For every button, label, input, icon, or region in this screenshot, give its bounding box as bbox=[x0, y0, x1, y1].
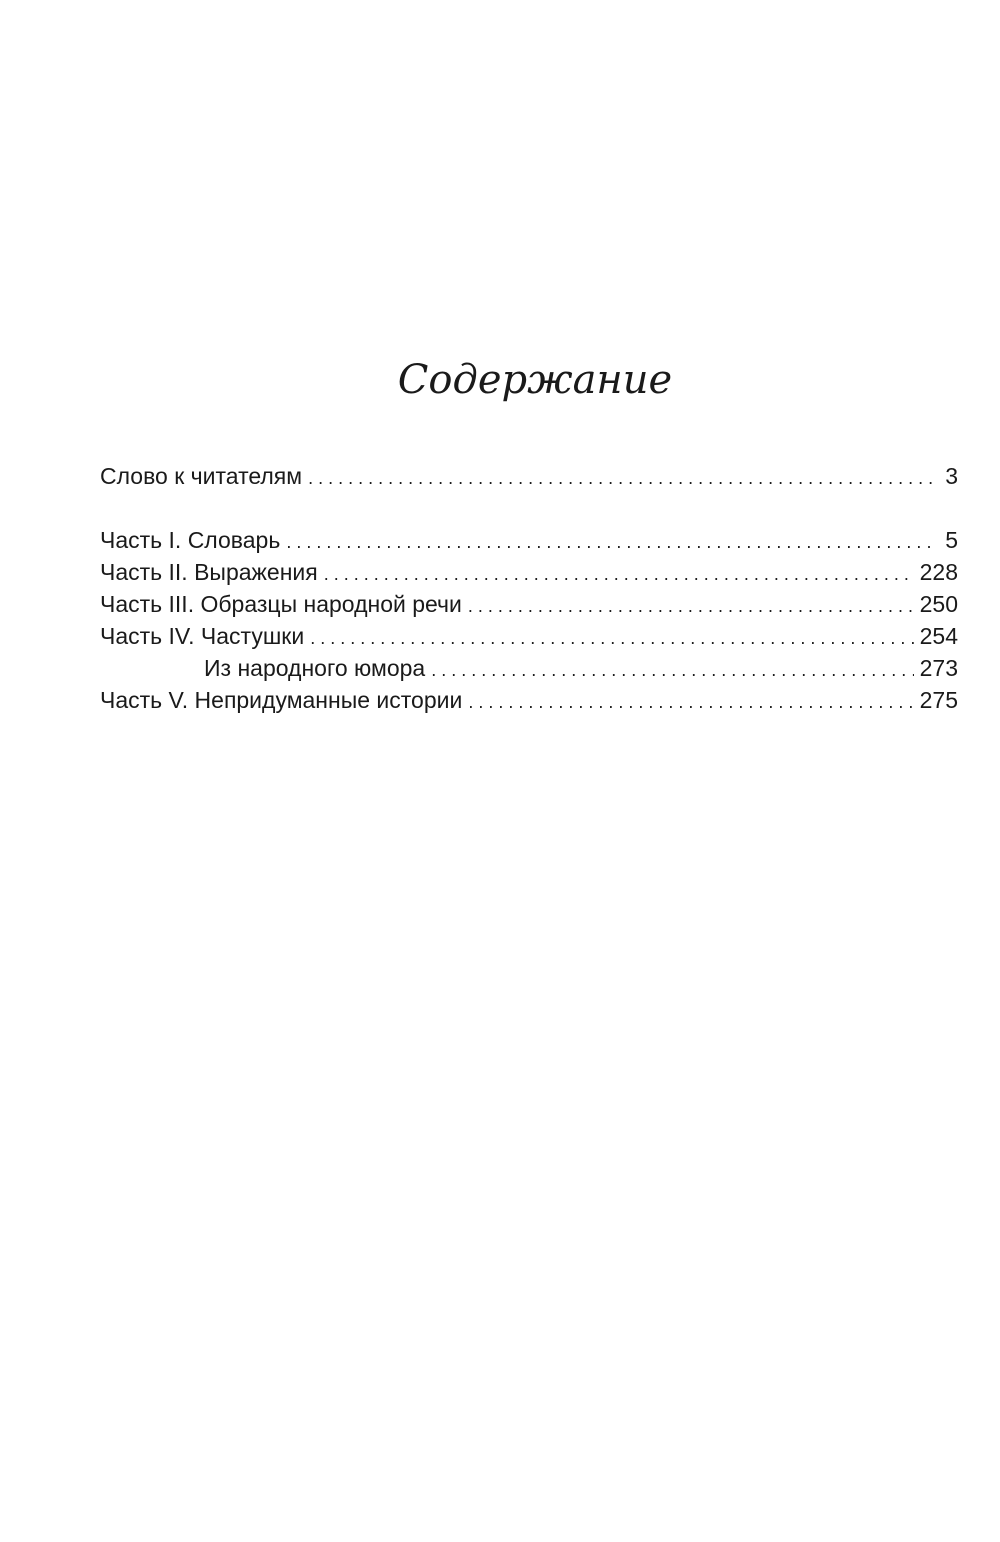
dot-leader bbox=[310, 622, 913, 654]
toc-entry[interactable] bbox=[100, 588, 958, 620]
toc-entry-page: 275 bbox=[919, 687, 958, 713]
dot-leader bbox=[308, 462, 938, 494]
toc-entry-page: 273 bbox=[919, 655, 958, 681]
toc-entry-page: 5 bbox=[945, 527, 958, 553]
toc-entry-page: 254 bbox=[919, 623, 958, 649]
dot-leader bbox=[324, 558, 914, 590]
toc-entry[interactable] bbox=[100, 620, 958, 652]
dot-leader bbox=[468, 590, 914, 622]
dot-leader bbox=[286, 526, 938, 558]
toc-entry[interactable] bbox=[100, 460, 958, 492]
page-title: Содержание bbox=[397, 357, 673, 403]
dot-leader bbox=[431, 654, 913, 686]
toc-entry[interactable] bbox=[100, 556, 958, 588]
toc-entry-label: Из народного юмора bbox=[204, 655, 426, 681]
toc-entry-label: Часть V. Непридуманные истории bbox=[100, 687, 463, 713]
toc-entry-label: Часть II. Выражения bbox=[100, 559, 318, 585]
table-of-contents bbox=[100, 460, 958, 716]
toc-entry-page: 228 bbox=[919, 559, 958, 585]
toc-entry-label: Часть III. Образцы народной речи bbox=[100, 591, 462, 617]
toc-entry-label: Слово к читателям bbox=[100, 463, 303, 489]
toc-entry[interactable] bbox=[100, 684, 958, 716]
toc-subentry[interactable] bbox=[100, 652, 958, 684]
dot-leader bbox=[468, 686, 913, 718]
toc-entry[interactable] bbox=[100, 524, 958, 556]
toc-entry-label: Часть I. Словарь bbox=[100, 527, 281, 553]
toc-entry-page: 250 bbox=[919, 591, 958, 617]
toc-entry-label: Часть IV. Частушки bbox=[100, 623, 305, 649]
toc-entry-page: 3 bbox=[945, 463, 958, 489]
